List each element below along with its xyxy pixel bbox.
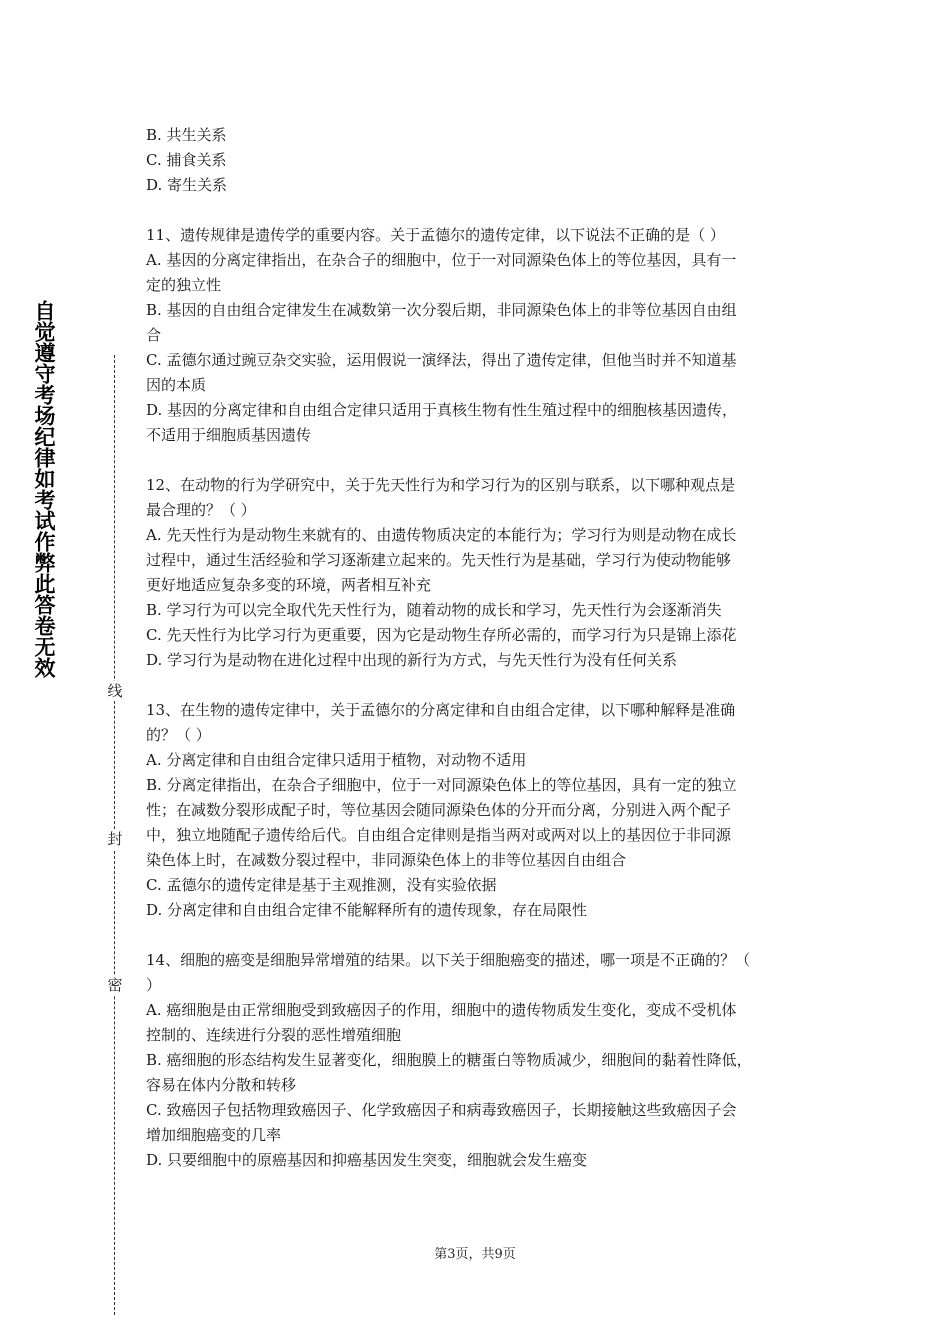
binding-label-seal: 封 [107, 830, 123, 848]
exam-discipline-notice: 自觉遵守考场纪律如考试作弊此答卷无效 [32, 300, 56, 678]
text-line: A. 基因的分离定律指出，在杂合子的细胞中，位于一对同源染色体上的等位基因，具有一 [146, 251, 737, 269]
text-line: D. 基因的分离定律和自由组合定律只适用于真核生物有性生殖过程中的细胞核基因遗传， [146, 401, 738, 419]
text-line: D. 分离定律和自由组合定律不能解释所有的遗传现象，存在局限性 [146, 901, 588, 919]
text-line: 定的独立性 [146, 276, 222, 294]
text-line: A. 分离定律和自由组合定律只适用于植物，对动物不适用 [146, 751, 527, 769]
text-line: 13、在生物的遗传定律中，关于孟德尔的分离定律和自由组合定律，以下哪种解释是准确 [146, 701, 736, 719]
paragraph-gap [146, 448, 814, 473]
text-line: D. 只要细胞中的原癌基因和抑癌基因发生突变，细胞就会发生癌变 [146, 1151, 588, 1169]
text-line: ） [146, 976, 162, 994]
text-line: B. 基因的自由组合定律发生在减数第一次分裂后期，非同源染色体上的非等位基因自由组 [146, 301, 737, 319]
text-line: C. 先天性行为比学习行为更重要，因为它是动物生存所必需的，而学习行为只是锦上添花 [146, 626, 737, 644]
paragraph-gap [146, 198, 814, 223]
text-line: 增加细胞癌变的几率 [146, 1126, 282, 1144]
text-line: B. 学习行为可以完全取代先天性行为，随着动物的成长和学习，先天性行为会逐渐消失 [146, 601, 722, 619]
text-line: 染色体上时，在减数分裂过程中，非同源染色体上的非等位基因自由组合 [146, 851, 627, 869]
text-line: 11、遗传规律是遗传学的重要内容。关于孟德尔的遗传定律，以下说法不正确的是（ ） [146, 226, 725, 244]
binding-label-secret: 密 [107, 976, 123, 994]
question-content [146, 123, 814, 1173]
page-number: 第3页，共9页 [434, 1247, 516, 1262]
text-line: C. 孟德尔通过豌豆杂交实验，运用假说一演绎法，得出了遗传定律，但他当时并不知道基 [146, 351, 737, 369]
text-line: 14、细胞的癌变是细胞异常增殖的结果。以下关于细胞癌变的描述，哪一项是不正确的？（ [146, 951, 751, 969]
text-line: 容易在体内分散和转移 [146, 1076, 297, 1094]
text-line: 更好地适应复杂多变的环境，两者相互补充 [146, 576, 432, 594]
binding-label-line: 线 [107, 682, 123, 700]
text-line: 的？（ ） [146, 726, 211, 744]
text-line: A. 癌细胞是由正常细胞受到致癌因子的作用，细胞中的遗传物质发生变化，变成不受机体 [146, 1001, 737, 1019]
text-line: 控制的、连续进行分裂的恶性增殖细胞 [146, 1026, 402, 1044]
text-line: 12、在动物的行为学研究中，关于先天性行为和学习行为的区别与联系，以下哪种观点是 [146, 476, 736, 494]
paragraph-gap [146, 673, 814, 698]
text-line: A. 先天性行为是动物生来就有的、由遗传物质决定的本能行为；学习行为则是动物在成长 [146, 526, 737, 544]
text-line: 不适用于细胞质基因遗传 [146, 426, 312, 444]
text-line: 中，独立地随配子遗传给后代。自由组合定律则是指当两对或两对以上的基因位于非同源 [146, 826, 732, 844]
text-line: 过程中，通过生活经验和学习逐渐建立起来的。先天性行为是基础，学习行为使动物能够 [146, 551, 732, 569]
text-line: C. 致癌因子包括物理致癌因子、化学致癌因子和病毒致癌因子，长期接触这些致癌因子会 [146, 1101, 737, 1119]
text-line: D. 学习行为是动物在进化过程中出现的新行为方式，与先天性行为没有任何关系 [146, 651, 678, 669]
text-line: D. 寄生关系 [146, 176, 228, 194]
text-line: 性；在减数分裂形成配子时，等位基因会随同源染色体的分开而分离，分别进入两个配子 [146, 801, 732, 819]
text-line: B. 分离定律指出，在杂合子细胞中，位于一对同源染色体上的等位基因，具有一定的独立 [146, 776, 737, 794]
text-line: B. 共生关系 [146, 126, 227, 144]
paragraph-gap [146, 923, 814, 948]
text-line: 合 [146, 326, 162, 344]
text-line: C. 捕食关系 [146, 151, 227, 169]
text-line: 最合理的？（ ） [146, 501, 256, 519]
text-line: B. 癌细胞的形态结构发生显著变化，细胞膜上的糖蛋白等物质减少，细胞间的黏着性降低， [146, 1051, 752, 1069]
text-line: C. 孟德尔的遗传定律是基于主观推测，没有实验依据 [146, 876, 497, 894]
text-line: 因的本质 [146, 376, 207, 394]
